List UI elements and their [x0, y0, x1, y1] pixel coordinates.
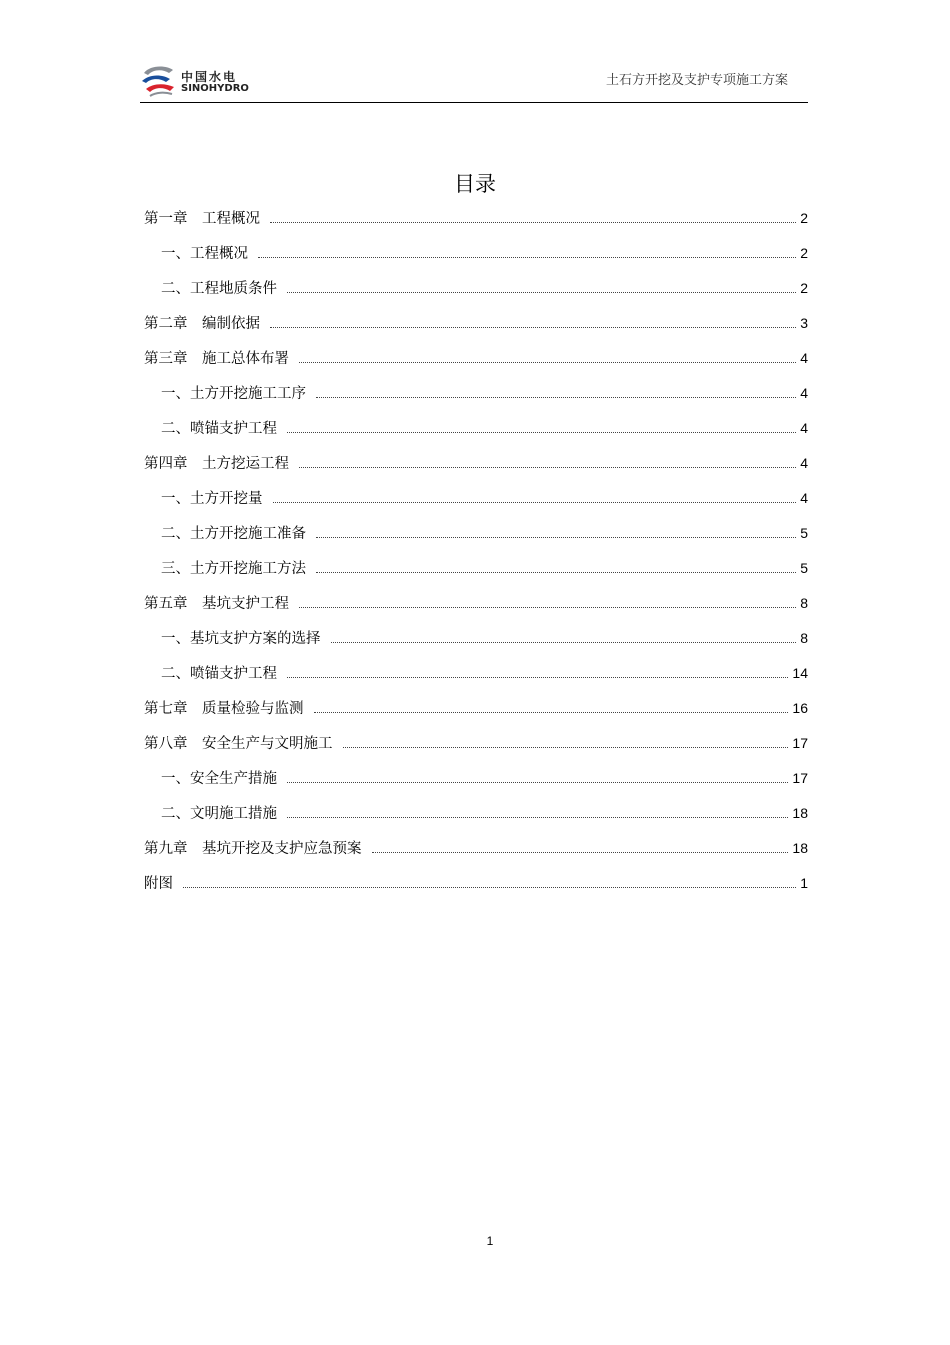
toc-entry-text: 第三章 施工总体布署 [144, 351, 289, 367]
toc-entry-text: 第四章 土方挖运工程 [144, 456, 289, 472]
header-divider [140, 102, 808, 103]
toc-entry-text: 第一章 工程概况 [144, 211, 260, 227]
toc-entry-text: 二、喷锚支护工程 [161, 666, 277, 682]
logo-chinese-text: 中国水电 [181, 70, 238, 84]
toc-leader-dots [372, 852, 789, 853]
toc-leader-dots [287, 782, 788, 783]
toc-leader-dots [270, 222, 796, 223]
toc-subentry[interactable] [144, 410, 808, 445]
toc-subentry[interactable] [144, 480, 808, 515]
toc-leader-dots [287, 677, 788, 678]
toc-entry-page: 2 [800, 209, 808, 226]
toc-entry-text: 二、文明施工措施 [161, 806, 277, 822]
toc-entry-page: 2 [800, 244, 808, 261]
toc-heading: 目录 [454, 172, 496, 196]
toc-entry-text: 第五章 基坑支护工程 [144, 596, 289, 612]
toc-entry-page: 18 [792, 839, 808, 856]
toc-leader-dots [316, 397, 796, 398]
toc-leader-dots [287, 432, 796, 433]
toc-leader-dots [299, 467, 796, 468]
toc-entry-text: 二、喷锚支护工程 [161, 421, 277, 437]
toc-subentry[interactable] [144, 235, 808, 270]
document-title: 土石方开挖及支护专项施工方案 [605, 73, 788, 88]
toc-entry-page: 5 [800, 524, 808, 541]
toc-subentry[interactable] [144, 550, 808, 585]
toc-subentry[interactable] [144, 795, 808, 830]
toc-chapter-entry[interactable] [144, 585, 808, 620]
toc-entry-text: 二、土方开挖施工准备 [161, 526, 306, 542]
logo-english-text: SINOHYDRO [181, 83, 249, 94]
toc-entry-text: 第九章 基坑开挖及支护应急预案 [144, 841, 362, 857]
toc-entry-text: 二、工程地质条件 [161, 281, 277, 297]
toc-leader-dots [343, 747, 789, 748]
toc-entry-text: 三、土方开挖施工方法 [161, 561, 306, 577]
toc-chapter-entry[interactable] [144, 865, 808, 900]
toc-subentry[interactable] [144, 620, 808, 655]
toc-entry-page: 14 [792, 664, 808, 681]
toc-leader-dots [287, 817, 788, 818]
toc-leader-dots [316, 537, 796, 538]
toc-subentry[interactable] [144, 375, 808, 410]
toc-entry-page: 16 [792, 699, 808, 716]
toc-leader-dots [258, 257, 796, 258]
toc-entry-page: 5 [800, 559, 808, 576]
toc-entry-page: 17 [792, 769, 808, 786]
toc-entry-page: 4 [800, 489, 808, 506]
toc-subentry[interactable] [144, 515, 808, 550]
toc-chapter-entry[interactable] [144, 725, 808, 760]
page-header [140, 58, 808, 102]
toc-leader-dots [331, 642, 797, 643]
toc-chapter-entry[interactable] [144, 200, 808, 235]
toc-leader-dots [273, 502, 797, 503]
toc-subentry[interactable] [144, 655, 808, 690]
toc-chapter-entry[interactable] [144, 445, 808, 480]
toc-entry-page: 4 [800, 384, 808, 401]
toc-entry-text: 一、安全生产措施 [161, 771, 277, 787]
toc-entry-page: 8 [800, 594, 808, 611]
table-of-contents [144, 200, 808, 900]
toc-chapter-entry[interactable] [144, 305, 808, 340]
toc-leader-dots [287, 292, 796, 293]
toc-chapter-entry[interactable] [144, 830, 808, 865]
toc-subentry[interactable] [144, 760, 808, 795]
toc-entry-text: 第八章 安全生产与文明施工 [144, 736, 333, 752]
toc-entry-text: 一、土方开挖施工工序 [161, 386, 306, 402]
toc-chapter-entry[interactable] [144, 690, 808, 725]
toc-entry-page: 4 [800, 349, 808, 366]
toc-leader-dots [299, 607, 796, 608]
sinohydro-logo [140, 64, 260, 98]
toc-entry-page: 4 [800, 454, 808, 471]
toc-chapter-entry[interactable] [144, 340, 808, 375]
toc-entry-page: 17 [792, 734, 808, 751]
page-number: 1 [486, 1234, 494, 1248]
sinohydro-logo-icon [140, 64, 178, 98]
toc-entry-page: 8 [800, 629, 808, 646]
toc-leader-dots [299, 362, 796, 363]
toc-leader-dots [270, 327, 796, 328]
toc-entry-text: 一、工程概况 [161, 246, 248, 262]
toc-leader-dots [183, 887, 796, 888]
toc-entry-text: 附图 [144, 876, 173, 892]
toc-entry-text: 一、基坑支护方案的选择 [161, 631, 321, 647]
toc-entry-page: 2 [800, 279, 808, 296]
toc-entry-text: 第七章 质量检验与监测 [144, 701, 304, 717]
toc-entry-page: 4 [800, 419, 808, 436]
toc-leader-dots [314, 712, 789, 713]
toc-entry-page: 3 [800, 314, 808, 331]
toc-subentry[interactable] [144, 270, 808, 305]
toc-entry-page: 1 [800, 874, 808, 891]
toc-entry-text: 一、土方开挖量 [161, 491, 263, 507]
toc-entry-text: 第二章 编制依据 [144, 316, 260, 332]
toc-entry-page: 18 [792, 804, 808, 821]
toc-leader-dots [316, 572, 796, 573]
